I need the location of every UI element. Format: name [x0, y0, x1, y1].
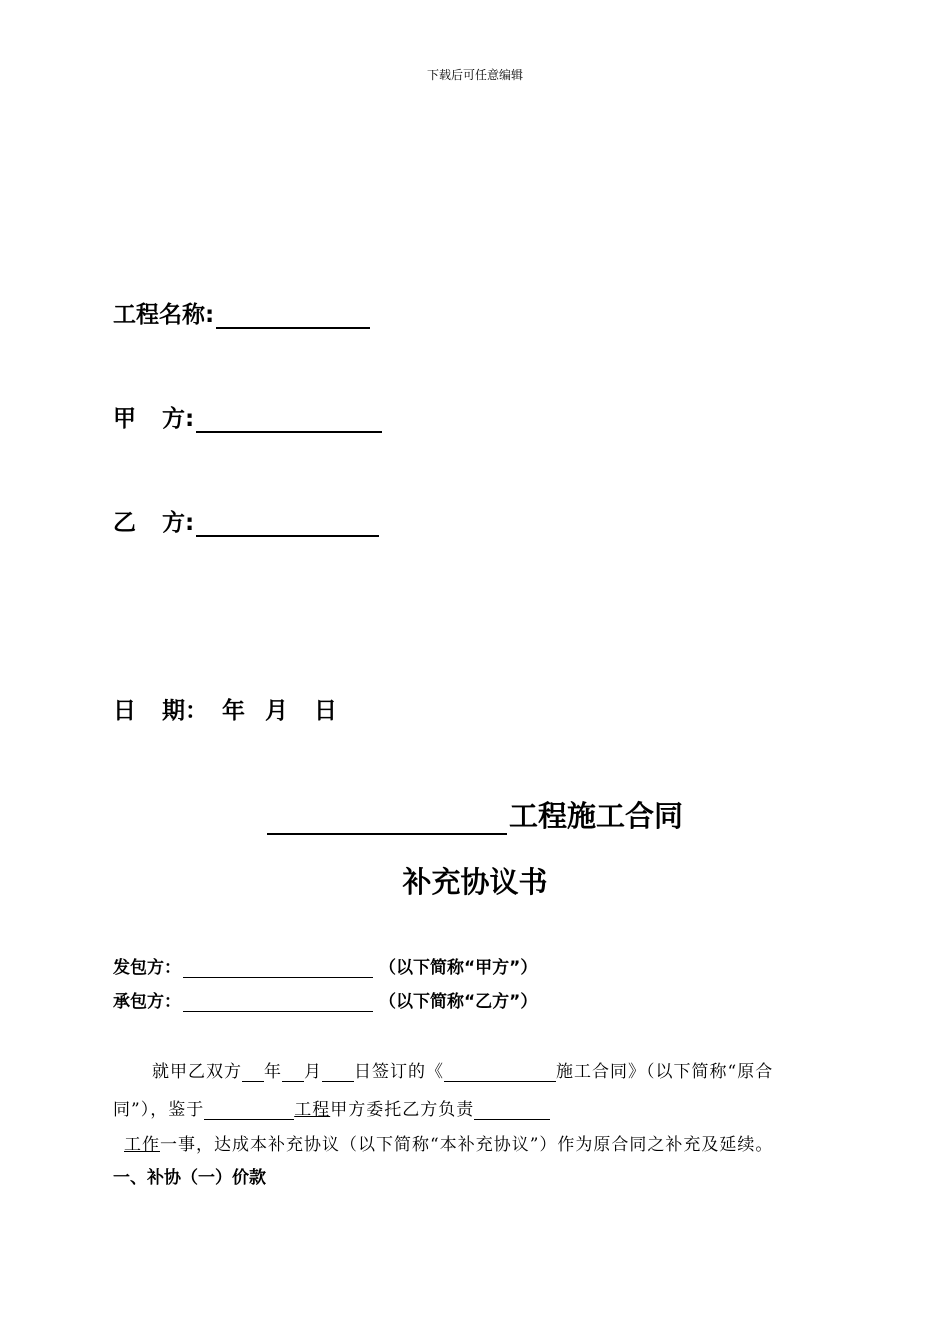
contractor-blank[interactable] [183, 993, 373, 1012]
date-label-2: 期： [162, 698, 208, 724]
paragraph-line-2 [113, 1095, 550, 1120]
contractor-label: 承包方： [113, 992, 181, 1012]
contract-title-blank[interactable] [267, 803, 507, 835]
date-field [113, 692, 337, 725]
blank-month-number[interactable] [282, 1065, 304, 1082]
blank-contract-name[interactable] [444, 1065, 556, 1082]
date-day: 日 [314, 698, 337, 724]
date-month: 月 [265, 698, 288, 724]
contract-title-suffix: 工程施工合同 [509, 799, 684, 833]
date-label-1: 日 [113, 698, 136, 724]
employer-blank[interactable] [183, 959, 373, 978]
paragraph-text: 工程 [294, 1100, 331, 1120]
project-name-blank[interactable] [216, 305, 370, 329]
project-name-field [113, 296, 370, 329]
blank-year-number[interactable] [242, 1065, 264, 1082]
paragraph-text: 工作 [124, 1135, 160, 1155]
paragraph-line-1 [152, 1057, 773, 1082]
employer-note: （以下简称“甲方”） [379, 958, 538, 978]
party-b-field [113, 504, 379, 537]
party-a-blank[interactable] [196, 409, 382, 433]
employer-label: 发包方： [113, 958, 181, 978]
section-heading-1: 一、补协（一）价款 [113, 1168, 266, 1188]
party-b-label-1: 乙 [113, 510, 136, 536]
paragraph-text: 施工合同》（以下简称“原合 [556, 1062, 774, 1082]
party-b-label-2: 方: [162, 510, 195, 536]
paragraph-text: 一事，达成本补充协议（以下简称“本补充协议”）作为原合同之补充及延续。 [160, 1135, 774, 1155]
paragraph-text: 同”），鉴于 [113, 1100, 205, 1120]
contract-title [267, 794, 683, 835]
project-name-label: 工程名称: [113, 302, 215, 328]
paragraph-text: 年 [264, 1062, 282, 1082]
blank-scope[interactable] [474, 1103, 550, 1120]
date-year: 年 [222, 698, 245, 724]
party-b-blank[interactable] [196, 513, 379, 537]
contractor-note: （以下简称“乙方”） [379, 992, 538, 1012]
paragraph-text: 日签订的《 [354, 1062, 444, 1082]
party-a-field [113, 400, 382, 433]
party-a-label-2: 方: [162, 406, 195, 432]
blank-project[interactable] [204, 1103, 294, 1120]
header-note: 下载后可任意编辑 [426, 68, 523, 82]
paragraph-text: 就甲乙双方 [152, 1062, 242, 1082]
paragraph-line-3 [124, 1130, 773, 1155]
contractor-line [113, 987, 537, 1012]
paragraph-text: 甲方委托乙方负责 [330, 1100, 475, 1120]
party-a-label-1: 甲 [113, 406, 136, 432]
paragraph-text: 月 [304, 1062, 322, 1082]
blank-day-number[interactable] [322, 1065, 354, 1082]
agreement-title: 补充协议书 [402, 865, 548, 899]
employer-line [113, 953, 537, 978]
